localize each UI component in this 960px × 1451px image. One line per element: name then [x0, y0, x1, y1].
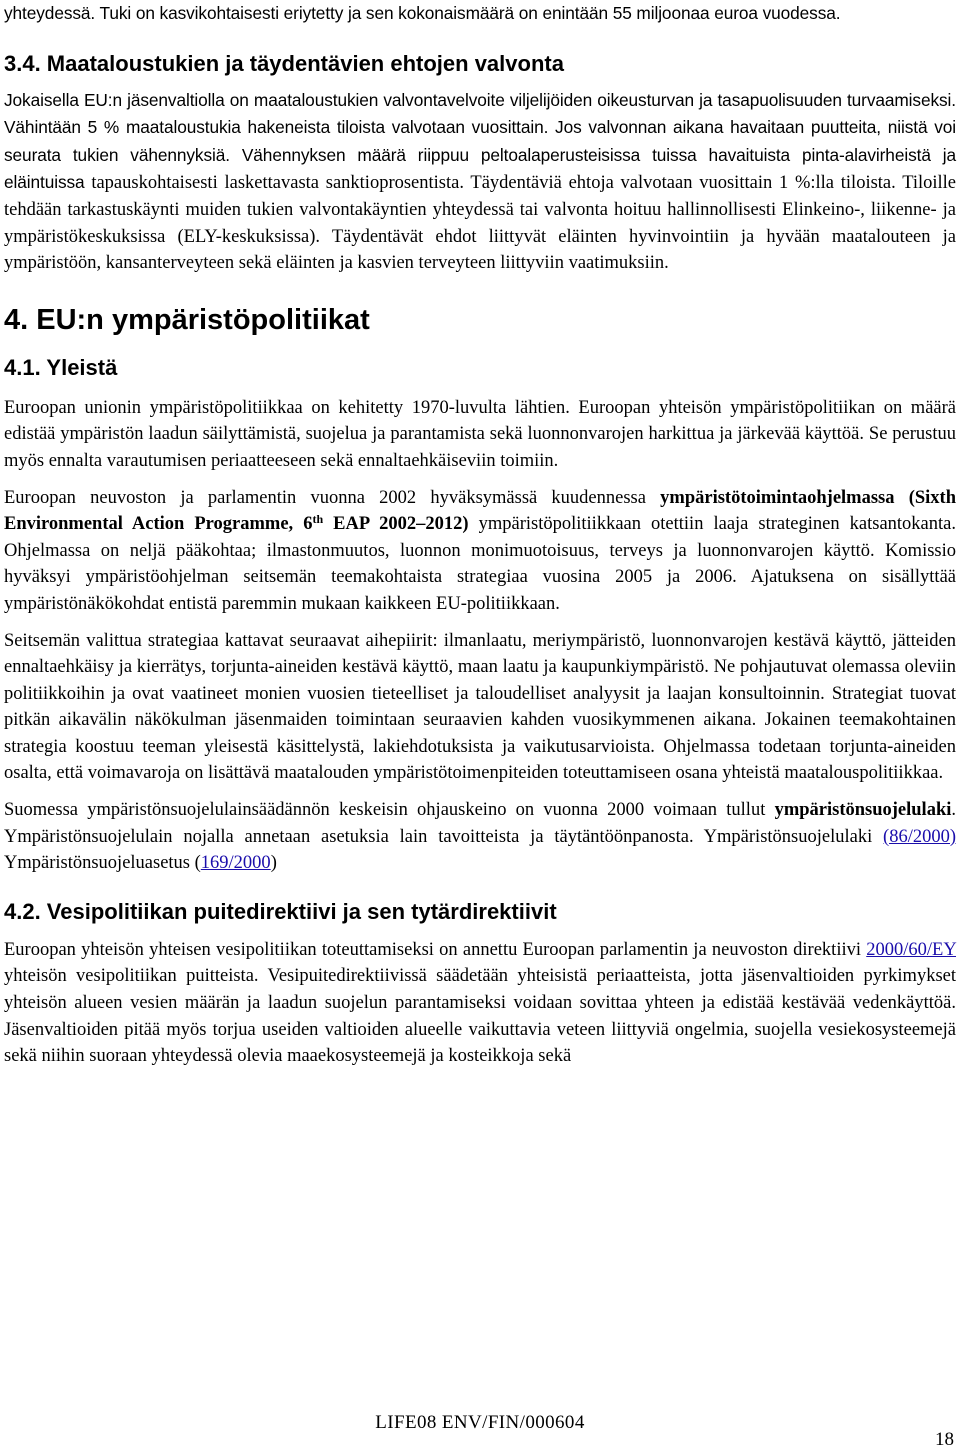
s34-text-b: Vähintään 5 % maataloustukia hakeneista tiloista valvotaan vuosittain. Jos valvonnan aikana havaitaan puutteita, niistä voi seurata tukien vähennyksiä.: [4, 117, 956, 165]
section-3-4-heading: 3.4. Maataloustukien ja täydentävien ehtojen valvonta: [4, 50, 564, 76]
section-4-1-heading: 4.1. Yleistä: [4, 354, 118, 380]
section-4-heading: 4. EU:n ympäristöpolitiikat: [4, 303, 370, 336]
s41p4-mid2: Ympäristönsuojeluasetus (: [4, 853, 201, 874]
section-4-1-paragraph-2: [4, 485, 956, 618]
s41p4-mid: . Ympäristönsuojelulain nojalla annetaan asetuksia lain tavoitteista ja täytäntöönpanosta. Ympäristönsuojelulaki: [4, 800, 956, 847]
s41p2-bold: ympäristötoimintaohjelmassa (Sixth Environmental Action Programme, 6: [4, 487, 956, 535]
section-4-2-paragraph-1: [4, 937, 956, 1070]
page-number: 18: [935, 1429, 954, 1450]
intro-paragraph: [4, 0, 956, 28]
section-4-1-paragraph-4: [4, 797, 956, 877]
s41p4-bold: ympäristönsuojelulaki: [774, 800, 952, 821]
s41p2-bold2: EAP 2002–2012): [323, 514, 469, 535]
directive-2000-60-link[interactable]: 2000/60/EY: [866, 939, 956, 960]
s41p4-end: ): [270, 853, 277, 874]
decree-169-2000-link[interactable]: 169/2000: [200, 853, 271, 874]
s41p2-start: Euroopan neuvoston ja parlamentin vuonna 2002 hyväksymässä kuudennessa: [4, 487, 661, 508]
s42p1-start: Euroopan yhteisön yhteisen vesipolitiikan toteuttamiseksi on annettu Euroopan parlamentin ja neuvoston direktiivi: [4, 939, 867, 960]
intro-text: yhteydessä. Tuki on kasvikohtaisesti eriytetty ja sen kokonaismäärä on enintään 55 miljoonaa euroa vuodessa.: [4, 3, 841, 23]
law-86-2000-link[interactable]: (86/2000): [883, 826, 956, 847]
section-4-2-heading: 4.2. Vesipolitiikan puitedirektiivi ja sen tytärdirektiivit: [4, 898, 557, 924]
document-page: [4, 0, 956, 1070]
s41p2-sup: th: [312, 512, 324, 527]
section-4-1-paragraph-1: Euroopan unionin ympäristöpolitiikkaa on kehitetty 1970-luvulta lähtien. Euroopan yhteisön ympäristöpolitiikan on määrä edistää ympäristön laadun säilyttämistä, suojelua ja parantamista sekä luonnonvarojen harkittua ja järkevää käyttöä. Se perustuu myös ennalta varautumisen periaatteeseen sekä ennaltaehkäiseviin toimiin.: [4, 397, 956, 471]
s34-text-a: Jokaisella EU:n jäsenvaltiolla on maataloustukien valvontavelvoite viljelijöiden oikeusturvan ja tasapuolisuuden turvaamiseksi.: [4, 89, 956, 110]
s42p1-rest: yhteisön vesipolitiikan puitteista. Vesipuitedirektiivissä säädetään yhteisistä periaatteista, jotta jäsenvaltioiden pyrkimykset yhteisön alueen vesien määrän ja laadun suojelun parantamiseksi voidaan sovittaa yhteen ja edistää kestävää vedenkäyttöä. Jäsenvaltioiden pitää myös torjua useiden valtioiden alueelle vaikuttavia veteen liittyviä ongelmia, suojella vesiekosysteemejä sekä niihin suoraan yhteydessä olevia maaekosysteemejä ja kosteikkoja sekä: [4, 966, 956, 1067]
s34-text-e: Täydentäviä ehtoja valvotaan vuosittain 1 %:lla tiloista. Tiloille tehdään tarkastuskäynti muiden tukien valvontakäyntien yhteydessä tai valvonta hoituu hallinnollisesti Elinkeino-, liikenne- ja ympäristökeskuksissa (ELY-keskuksissa). Täydentävät ehdot liittyvät eläinten hyvinvointiin ja hyvään maatalouteen ja ympäristöön, kansanterveyteen sekä eläinten ja kasvien terveyteen liittyviin vaatimuksiin.: [4, 173, 957, 274]
s34-text-d: tapauskohtaisesti laskettavasta sanktioprosentista.: [84, 173, 464, 194]
s41p2-rest: ympäristöpolitiikkaan otettiin laaja strateginen katsantokanta. Ohjelmassa on neljä pääkohtaa; ilmastonmuutos, luonnon monimuotoisuus, terveys ja luonnonvarojen käyttö. Komissio hyväksyi ympäristöohjelman seitsemän teemakohtaista strategiaa vuosina 2005 ja 2006. Ajatuksena on sisällyttää ympäristönäkökohdat entistä paremmin mukaan kaikkeen EU-politiikkaan.: [4, 514, 956, 614]
s41p4-start: Suomessa ympäristönsuojelulainsäädännön keskeisin ohjauskeino on vuonna 2000 voimaan tullut: [4, 800, 775, 821]
section-3-4-paragraph: [4, 87, 956, 277]
section-4-1-paragraph-3: Seitsemän valittua strategiaa kattavat seuraavat aihepiirit: ilmanlaatu, meriympäristö, luonnonvarojen kestävä käyttö, jätteiden ennaltaehkäisy ja kierrätys, torjunta-aineiden kestävä käyttö, maan laatu ja kaupunkiympäristö. Ne pohjautuvat olemassa oleviin politiikkoihin ja ovat vaatineet monien vuosien tieteelliset ja taloudelliset analyysit ja laajan konsultoinnin. Strategiat tuovat pitkän aikavälin näkökulman jäsenmaiden toimintaan seuraavien kahden vuosikymmenen aikana. Jokainen teemakohtainen strategia koostuu teeman yleisestä käsittelystä, lakiehdotuksista ja vaikutusarvioista. Ohjelmassa todetaan torjunta-aineiden osalta, että voimavaroja on lisättävä maatalouden ympäristötoimenpiteiden toteuttamiseen osana yhteistä maatalouspolitiikkaa.: [4, 630, 956, 784]
s34-text-c: Vähennyksen määrä riippuu peltoalaperusteisissa tuissa havaituista pinta-alavirheistä ja eläintuissa: [4, 144, 956, 193]
footer-project-code: LIFE08 ENV/FIN/000604: [375, 1412, 585, 1433]
